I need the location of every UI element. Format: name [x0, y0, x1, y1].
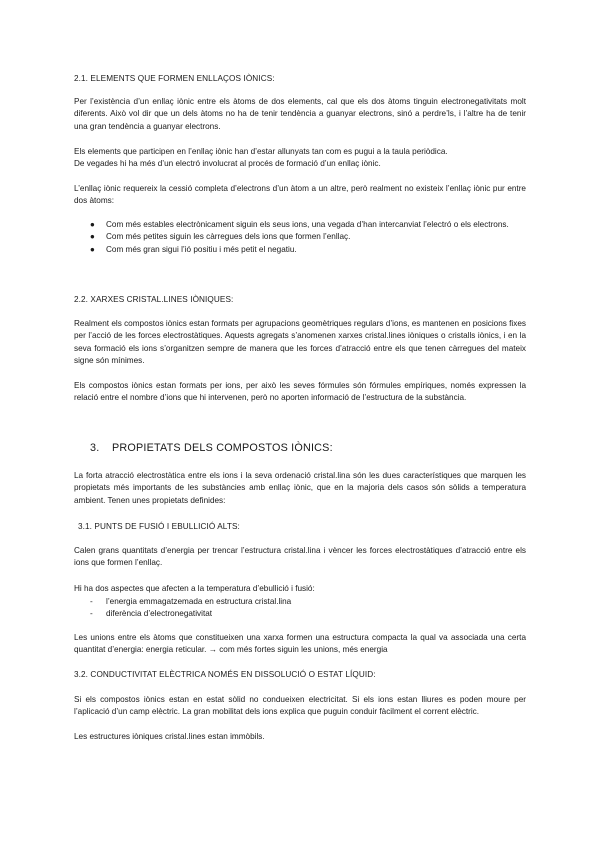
- section-number: 3.: [90, 442, 100, 454]
- dash-icon: -: [90, 609, 93, 619]
- dash-icon: -: [90, 597, 93, 606]
- bullet-icon: ●: [90, 232, 95, 242]
- list-item: - diferència d’electronegativitat: [74, 608, 526, 620]
- section-2-2-heading: 2.2. XARXES CRISTAL.LINES IÒNIQUES:: [74, 295, 234, 304]
- list-item: ● Com més gran sigui l’ió positiu i més petit el negatiu.: [74, 244, 526, 256]
- section-3-heading: [90, 442, 526, 454]
- section-3-2-paragraph-2: Les estructures iòniques cristal.lines estan immòbils.: [74, 732, 265, 741]
- section-2-1-bullet-list: [74, 219, 526, 256]
- section-2-1-paragraph-3: L’enllaç iònic requereix la cessió completa d’electrons d’un àtom a un altre, però realment no existeix l’enllaç iònic pur entre dos àtoms:: [74, 184, 526, 206]
- bullet-icon: ●: [90, 220, 95, 229]
- list-item: ● Com més estables electrònicament siguin els seus ions, una vegada d’han intercanviat l’electró o els electrons.: [74, 219, 526, 231]
- section-3-1-paragraph-2: Hi ha dos aspectes que afecten a la temperatura d’ebullició i fusió:: [74, 584, 315, 593]
- list-item: ● Com més petites siguin les càrregues dels ions que formen l’enllaç.: [74, 231, 526, 243]
- section-2-1-paragraph-2b: De vegades hi ha més d’un electró involucrat al procés de formació d’un enllaç iònic.: [74, 159, 381, 168]
- section-3-1-heading: 3.1. PUNTS DE FUSIÓ I EBULLICIÓ ALTS:: [78, 522, 240, 531]
- section-3-paragraph-1: La forta atracció electrostàtica entre els ions i la seva ordenació cristal.lina són les dues característiques que marquen les propietats més importants de les substàncies amb enllaç iònic, que en la majoria dels casos són sòlids a temperatura ambient. Tenen unes propietats definides:: [74, 471, 526, 505]
- section-3-2-paragraph-1: Si els compostos iònics estan en estat sòlid no condueixen electricitat. Si els ions estan lliures es poden moure per l’aplicació d’un camp elèctric. La gran mobilitat dels ions explica que puguin conduir fàcilment el corrent elèctric.: [74, 695, 526, 717]
- section-3-2-heading: 3.2. CONDUCTIVITAT ELÈCTRICA NOMÉS EN DISSOLUCIÓ O ESTAT LÍQUID:: [74, 670, 376, 679]
- section-2-2-paragraph-2: Els compostos iònics estan formats per ions, per això les seves fórmules són fórmules empíriques, només expressen la relació entre el nombre d’ions que hi intervenen, però no aporten informació de l’estructura de la substància.: [74, 381, 526, 403]
- section-title: PROPIETATS DELS COMPOSTOS IÒNICS:: [112, 442, 333, 454]
- section-3-1-dash-list: [74, 596, 526, 621]
- section-3-1-paragraph-3: Les unions entre els àtoms que constitueixen una xarxa formen una estructura compacta la qual va associada una certa quantitat d’energia: energia reticular. → com més fortes siguin les unions, més energia: [74, 633, 526, 655]
- section-3-1-paragraph-1: Calen grans quantitats d’energia per trencar l’estructura cristal.lina i vèncer les forces electrostàtiques d’atracció entre els ions que formen l’enllaç.: [74, 546, 526, 568]
- bullet-icon: ●: [90, 244, 95, 254]
- section-2-2-paragraph-1: Realment els compostos iònics estan formats per agrupacions geomètriques regulars d’ions, es mantenen en posicions fixes per l’acció de les forces electrostàtiques. Aquests agregats s’anomenen xarxes cristal.lines iòniques o cristalls iònics, i en la seva formació els ions s’organitzen sempre de manera que les forces d’atracció entre els que tenen càrregues del mateix signe són mínimes.: [74, 319, 526, 366]
- list-item: - l’energia emmagatzemada en estructura cristal.lina: [74, 596, 526, 608]
- section-2-1-heading: 2.1. ELEMENTS QUE FORMEN ENLLAÇOS IÒNICS:: [74, 74, 275, 83]
- section-2-1-paragraph-2a: Els elements que participen en l’enllaç iònic han d’estar allunyats tan com es pugui a la taula periòdica.: [74, 147, 448, 156]
- section-2-1-paragraph-1: Per l’existència d’un enllaç iònic entre els àtoms de dos elements, cal que els dos àtoms tinguin electronegativitats molt diferents. Això vol dir que un dels àtoms no ha de tenir tendència a guanyar electrons, sinó a perdre’ls, i l’altre ha de tenir una gran tendència a guanyar electrons.: [74, 97, 526, 131]
